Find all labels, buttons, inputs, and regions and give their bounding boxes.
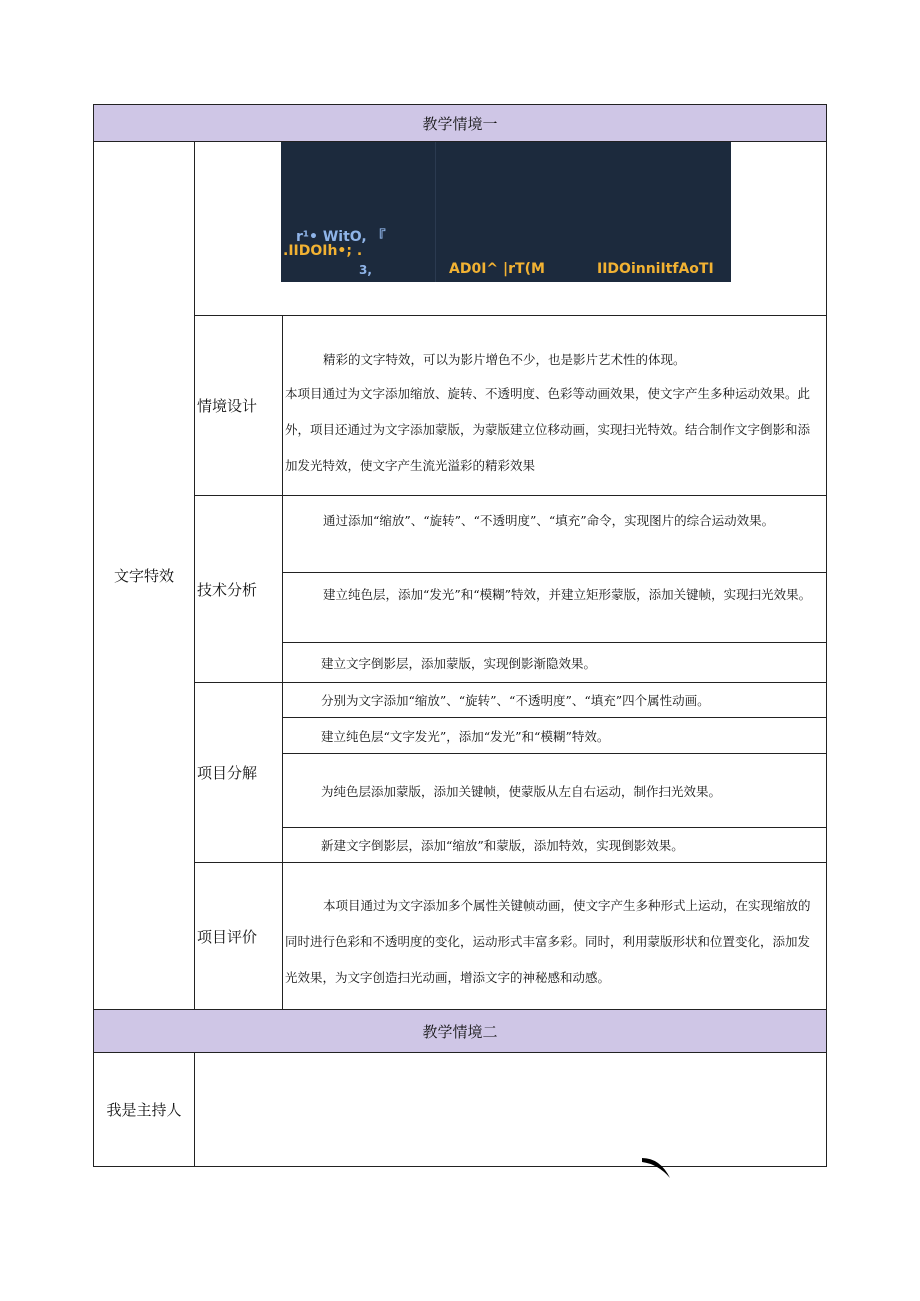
eval-paragraph: 本项目通过为文字添加多个属性关键帧动画，使文字产生多种形式上运动，在实现缩放的同时进行色彩和不透明度的变化，运动形式丰富多彩。同时，利用蒙版形状和位置变化，添加发光效果，为文字创造扫光动画，增添文字的神秘感和动感。 [285, 898, 811, 985]
design-paragraph-2: 本项目通过为文字添加缩放、旋转、不透明度、色彩等动画效果，使文字产生多种运动效果。此外，项目还通过为文字添加蒙版，为蒙版建立位移动画，实现扫光特效。结合制作文字倒影和添加发光特效，使文字产生流光溢彩的精彩效果 [285, 386, 811, 473]
design-paragraph-1: 精彩的文字特效，可以为影片增色不少，也是影片艺术性的体现。 [323, 352, 686, 367]
topic-label: 文字特效 [113, 567, 174, 585]
decomp-item-1: 分别为文字添加“缩放”、“旋转”、“不透明度”、“填充”四个属性动画。 [321, 693, 710, 708]
tech-label-cell [194, 495, 283, 683]
decomp-item-4-cell [282, 827, 827, 863]
banner-text-right: IIDOinniItfAoTI [597, 261, 714, 277]
tech-item-1: 通过添加“缩放”、“旋转”、“不透明度”、“填充”命令，实现图片的综合运动效果。 [323, 513, 775, 528]
tech-item-3: 建立文字倒影层，添加蒙版，实现倒影渐隐效果。 [321, 655, 597, 671]
design-content-cell [282, 315, 827, 496]
eval-label-cell [194, 862, 283, 1010]
tech-label: 技术分析 [197, 580, 258, 599]
banner-text-line2: .IIDOIh•; . [283, 243, 363, 259]
eval-content-cell [282, 862, 827, 1010]
topic-label-2: 我是主持人 [106, 1101, 182, 1119]
topic-cell-2 [93, 1052, 195, 1167]
decomp-item-1-cell [282, 682, 827, 718]
eval-label: 项目评价 [197, 927, 258, 946]
decomp-item-2-cell [282, 717, 827, 754]
tech-item-2: 建立纯色层，添加“发光”和“模糊”特效，并建立矩形蒙版，添加关键帧，实现扫光效果。 [323, 587, 812, 602]
design-label: 情境设计 [197, 397, 258, 415]
banner-text-mid: AD0I^ |rT(M [449, 261, 545, 277]
decomp-item-4: 新建文字倒影层，添加“缩放”和蒙版，添加特效，实现倒影效果。 [321, 838, 684, 853]
tech-item-2-cell [282, 572, 827, 643]
banner-text-line1: r¹• WitO, 『 [296, 229, 386, 245]
decomp-label-cell [194, 682, 283, 863]
section-header-1 [93, 104, 827, 142]
banner-text-line3: 3, [359, 263, 372, 277]
tech-item-1-cell [282, 495, 827, 573]
design-label-cell [194, 315, 283, 496]
section-title-2: 教学情境二 [422, 1022, 498, 1041]
tech-item-3-cell [282, 642, 827, 683]
section-header-2 [93, 1009, 827, 1053]
section2-content-cell [194, 1052, 827, 1167]
decorative-swoosh [638, 1148, 678, 1188]
section-title-1: 教学情境一 [422, 114, 498, 133]
decomp-item-2: 建立纯色层“文字发光”，添加“发光”和“模糊”特效。 [321, 728, 610, 744]
decomp-item-3-cell [282, 753, 827, 828]
text-effect-banner-image [281, 142, 731, 282]
decomp-item-3: 为纯色层添加蒙版，添加关键帧，使蒙版从左自右运动，制作扫光效果。 [321, 783, 722, 799]
decomp-label: 项目分解 [197, 764, 258, 782]
topic-cell [93, 141, 195, 1010]
